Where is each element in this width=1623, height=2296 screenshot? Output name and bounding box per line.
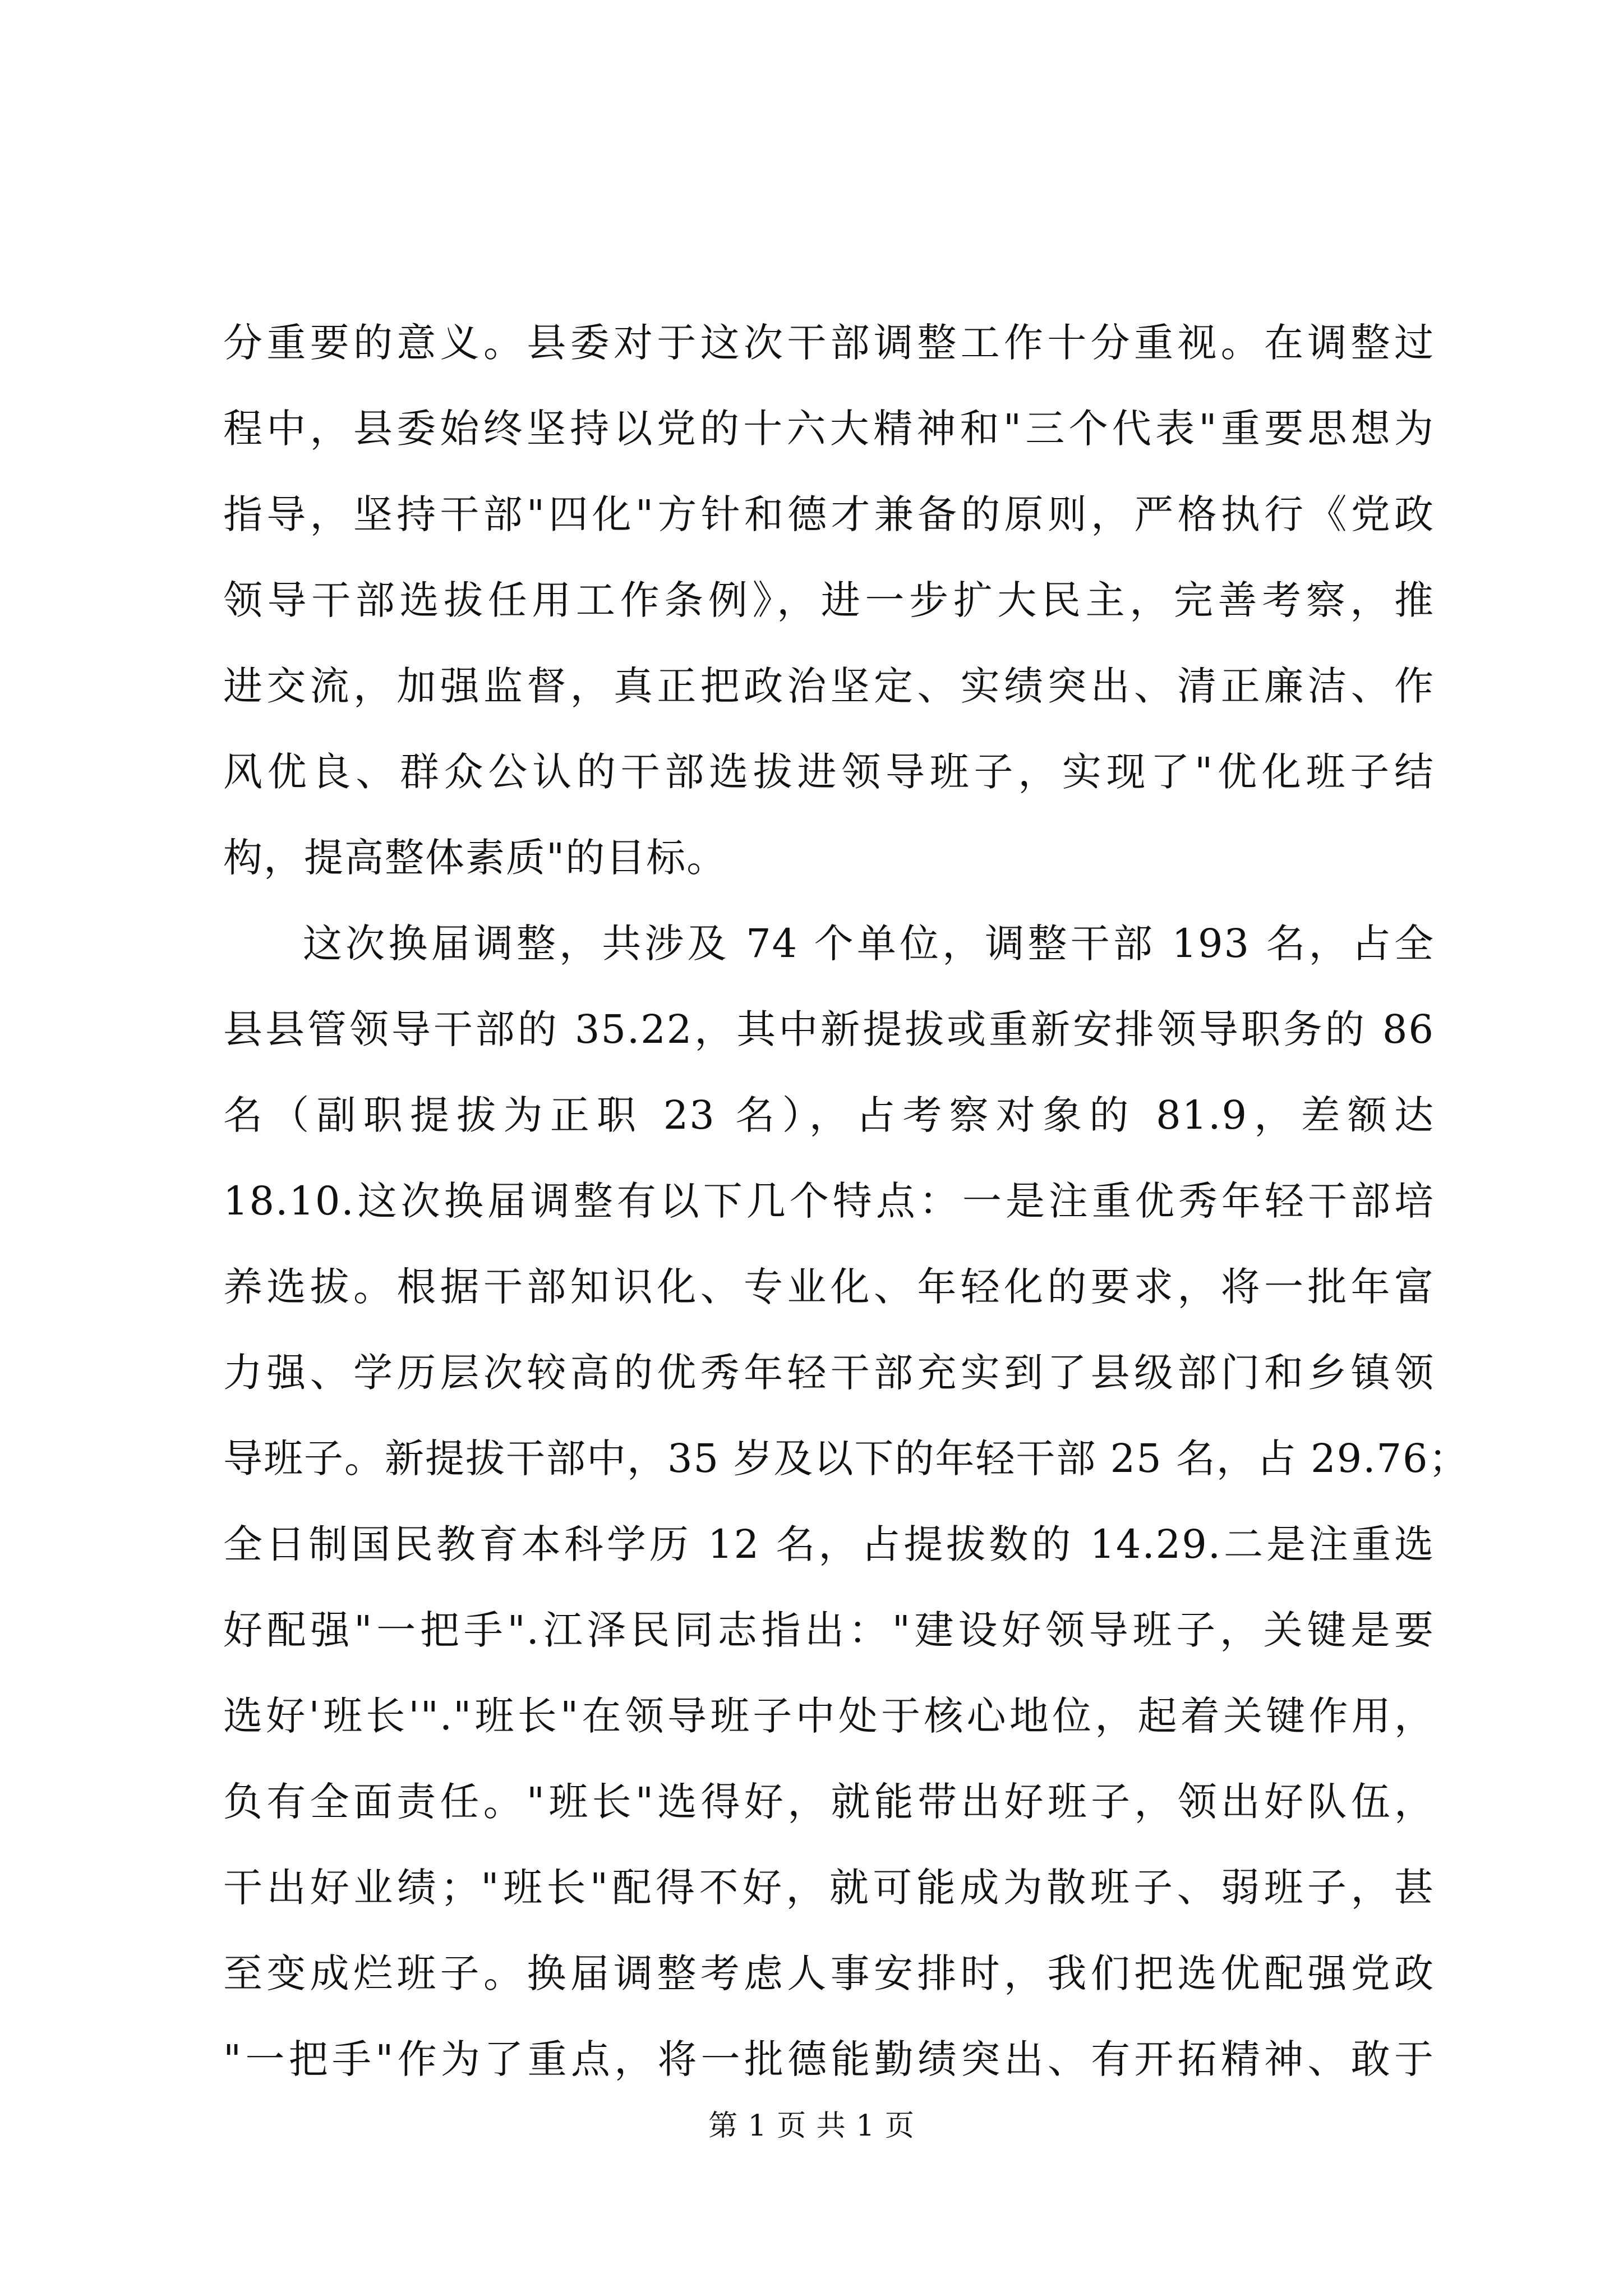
paragraph-1-line-1: 分重要的意义。县委对于这次干部调整工作十分重视。在调整过: [223, 320, 1435, 366]
paragraph-2-line-7: 导班子。新提拔干部中，35 岁及以下的年轻干部 25 名，占 29.76；: [223, 1435, 1469, 1481]
paragraph-2-line-13: 至变成烂班子。换届调整考虑人事安排时，我们把选优配强党政: [223, 1950, 1435, 1996]
paragraph-1-line-6: 风优良、群众公认的干部选拔进领导班子，实现了"优化班子结: [223, 749, 1435, 795]
paragraph-1-line-2: 程中，县委始终坚持以党的十六大精神和"三个代表"重要思想为: [223, 406, 1435, 452]
paragraph-2-line-14: "一把手"作为了重点，将一批德能勤绩突出、有开拓精神、敢于: [223, 2036, 1435, 2082]
paragraph-1-line-4: 领导干部选拔任用工作条例》，进一步扩大民主，完善考察，推: [223, 577, 1435, 623]
paragraph-2-line-5: 养选拔。根据干部知识化、专业化、年轻化的要求，将一批年富: [223, 1264, 1435, 1310]
document-body: [223, 300, 1469, 2102]
paragraph-2-line-3: 名（副职提拔为正职 23 名），占考察对象的 81.9，差额达: [223, 1092, 1435, 1138]
paragraph-2-line-12: 干出好业绩；"班长"配得不好，就可能成为散班子、弱班子，甚: [223, 1865, 1435, 1911]
page-number-footer: 第 1 页 共 1 页: [708, 2109, 915, 2143]
paragraph-2-line-11: 负有全面责任。"班长"选得好，就能带出好班子，领出好队伍，: [223, 1779, 1435, 1825]
paragraph-2-line-10: 选好'班长'"."班长"在领导班子中处于核心地位，起着关键作用，: [223, 1693, 1435, 1739]
paragraph-1-line-3: 指导，坚持干部"四化"方针和德才兼备的原则，严格执行《党政: [223, 491, 1435, 537]
paragraph-2-line-4: 18.10.这次换届调整有以下几个特点：一是注重优秀年轻干部培: [223, 1178, 1435, 1224]
paragraph-2-line-6: 力强、学历层次较高的优秀年轻干部充实到了县级部门和乡镇领: [223, 1350, 1435, 1396]
paragraph-1-line-5: 进交流，加强监督，真正把政治坚定、实绩突出、清正廉洁、作: [223, 663, 1435, 709]
paragraph-2-line-1: 这次换届调整，共涉及 74 个单位，调整干部 193 名，占全: [303, 921, 1435, 967]
paragraph-2-line-2: 县县管领导干部的 35.22，其中新提拔或重新安排领导职务的 86: [223, 1006, 1435, 1052]
paragraph-2-line-8: 全日制国民教育本科学历 12 名，占提拔数的 14.29.二是注重选: [223, 1521, 1435, 1567]
paragraph-1-line-7: 构，提高整体素质"的目标。: [223, 835, 727, 881]
paragraph-2-line-9: 好配强"一把手".江泽民同志指出："建设好领导班子，关键是要: [223, 1607, 1435, 1653]
